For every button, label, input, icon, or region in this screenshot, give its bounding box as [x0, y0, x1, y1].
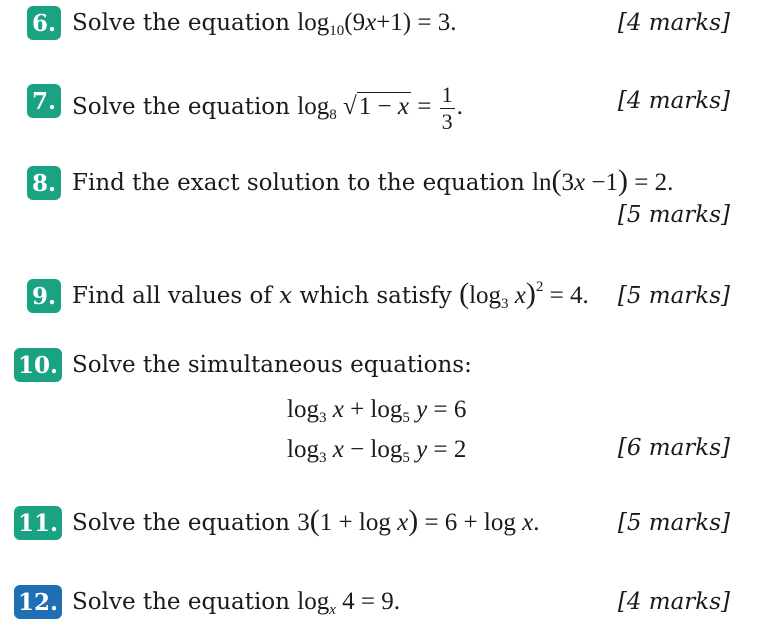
- marks-label: [4 marks]: [617, 88, 730, 114]
- equation: $\log_8 √1 - x$ = $\frac{1}{3}$ .: [297, 82, 463, 134]
- equation-line-1: $\log_3 x + \log_5 y = 6$: [287, 396, 467, 426]
- marks-label: [6 marks]: [617, 435, 730, 461]
- equation: ln(3x −1) = 2.: [532, 164, 674, 197]
- equation: $\log_{10}(9x+1) = 3$.: [297, 9, 457, 39]
- equation-line-2: $\log_3 x - \log_5 y = 2$: [287, 436, 467, 466]
- question-text: Solve the simultaneous equations:: [72, 352, 472, 378]
- marks-label: [5 marks]: [617, 202, 730, 228]
- question-number-badge: 9.: [27, 279, 61, 313]
- radical-sign: √: [343, 93, 357, 121]
- question-number-badge: 6.: [27, 6, 61, 40]
- question-text: Solve the equation $\log_x 4 = 9$.: [72, 588, 401, 618]
- question-text: Find all values of x which satisfy ($\log_3$ x)$^2$ = 4.: [72, 277, 589, 312]
- marks-label: [4 marks]: [617, 10, 730, 36]
- question-number-badge: 8.: [27, 166, 61, 200]
- equation: ($\log_3$ x)$^2$ = 4.: [459, 277, 589, 312]
- equation: 3(1 + log x) = 6 + log x.: [297, 504, 540, 537]
- fraction: $\frac{1}{3}$: [441, 82, 453, 134]
- marks-label: [5 marks]: [617, 283, 730, 309]
- question-text: Solve the equation $\log_8 √1 - x$ = $\frac{1}{3}$ .: [72, 82, 463, 134]
- question-number-badge: 7.: [27, 84, 61, 118]
- radicand: 1 − x: [358, 93, 409, 121]
- marks-label: [5 marks]: [617, 510, 730, 536]
- question-text: Find the exact solution to the equation ln(3x −1) = 2.: [72, 164, 674, 197]
- question-number-badge: 10.: [14, 348, 62, 382]
- question-number-badge: 12.: [14, 585, 62, 619]
- equation: $\log_x 4 = 9$.: [297, 588, 401, 618]
- question-text: Solve the equation 3(1 + log x) = 6 + log x.: [72, 504, 540, 537]
- question-text: Solve the equation $\log_{10}(9x+1) = 3$.: [72, 9, 457, 39]
- question-number-badge: 11.: [14, 506, 62, 540]
- marks-label: [4 marks]: [617, 589, 730, 615]
